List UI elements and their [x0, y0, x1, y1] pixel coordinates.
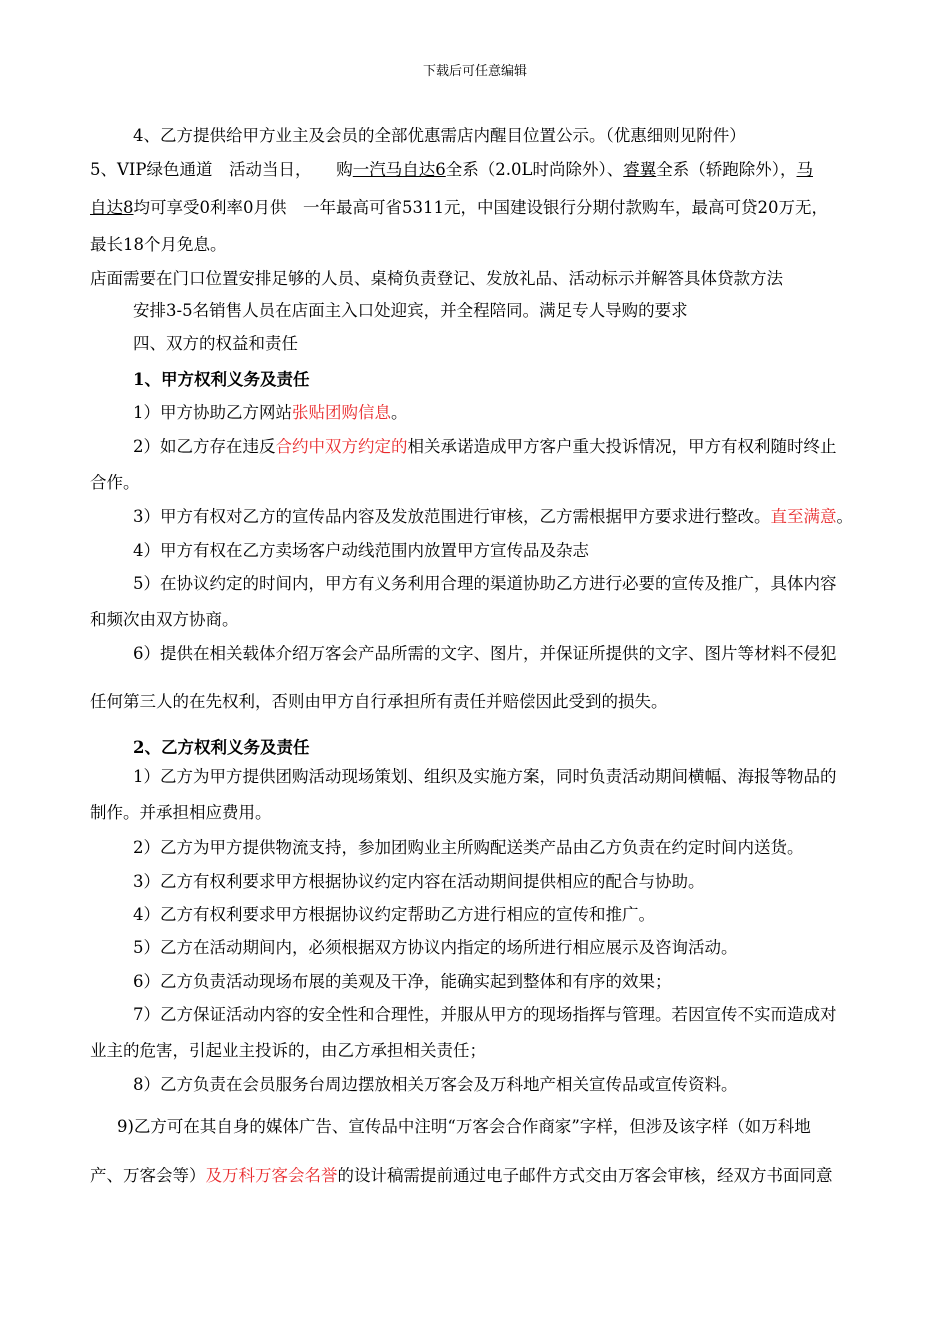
- store-arrangement-1: 店面需要在门口位置安排足够的人员、桌椅负责登记、发放礼品、活动标示并解答具体贷款方法: [90, 269, 783, 288]
- party-b-item-7: 7）乙方保证活动内容的安全性和合理性，并服从甲方的现场指挥与管理。若因宣传不实而造成对: [133, 1005, 837, 1024]
- party-a-heading: 1、甲方权利义务及责任: [133, 370, 310, 389]
- section-4-heading: 四、双方的权益和责任: [133, 334, 298, 353]
- vip-text-a: 5、VIP绿色通道 活动当日， 购: [90, 160, 353, 179]
- party-a-item-4: 4）甲方有权在乙方卖场客户动线范围内放置甲方宣传品及杂志: [133, 541, 589, 560]
- vip-line-3: 最长18个月免息。: [90, 235, 227, 254]
- party-b-item-9-text: 产、万客会等）: [90, 1166, 206, 1185]
- party-b-item-3: 3）乙方有权利要求甲方根据协议约定内容在活动期间提供相应的配合与协助。: [133, 872, 705, 891]
- party-a-item-2-highlight: 合约中双方约定的: [275, 437, 408, 456]
- party-a-item-3-text: 3）甲方有权对乙方的宣传品内容及发放范围进行审核，乙方需根据甲方要求进行整改。: [133, 507, 771, 526]
- party-a-item-5-cont: 和频次由双方协商。: [90, 610, 239, 629]
- vip-model-mazda6: 一汽马自达6: [352, 160, 446, 179]
- party-b-item-1-cont: 制作。并承担相应费用。: [90, 803, 272, 822]
- party-a-item-1-highlight: 张贴团购信息: [292, 403, 391, 422]
- party-b-item-7-cont: 业主的危害，引起业主投诉的，由乙方承担相关责任；: [90, 1041, 486, 1060]
- party-a-item-1: [133, 402, 903, 424]
- party-b-item-9-rest: 的设计稿需提前通过电子邮件方式交由万客会审核，经双方书面同意: [337, 1166, 833, 1185]
- party-a-item-2-rest: 相关承诺造成甲方客户重大投诉情况，甲方有权利随时终止: [407, 437, 837, 456]
- vip-model-mazda8-end: 自达8: [90, 198, 134, 217]
- vip-model-ruiyi: 睿翼: [623, 160, 657, 179]
- vip-line-2: [90, 197, 860, 219]
- party-b-item-1: 1）乙方为甲方提供团购活动现场策划、组织及实施方案，同时负责活动期间横幅、海报等物品的: [133, 767, 837, 786]
- vip-line-1: [90, 159, 860, 181]
- vip-model-mazda8-start: 马: [796, 160, 813, 179]
- party-a-item-3: [133, 506, 903, 528]
- party-a-item-2-cont: 合作。: [90, 473, 140, 492]
- party-b-item-9: 9)乙方可在其自身的媒体广告、宣传品中注明“万客会合作商家”字样，但涉及该字样（如万科地: [117, 1117, 811, 1136]
- party-a-item-6-cont: 任何第三人的在先权利，否则由甲方自行承担所有责任并赔偿因此受到的损失。: [90, 692, 668, 711]
- party-b-item-2: 2）乙方为甲方提供物流支持，参加团购业主所购配送类产品由乙方负责在约定时间内送货。: [133, 838, 804, 857]
- party-b-heading: 2、乙方权利义务及责任: [133, 738, 310, 757]
- party-a-item-3-end: 。: [836, 507, 853, 526]
- party-a-item-1-end: 。: [391, 403, 408, 422]
- party-a-item-2: [133, 436, 903, 458]
- party-a-item-5: 5）在协议约定的时间内，甲方有义务利用合理的渠道协助乙方进行必要的宣传及推广，具体内容: [133, 574, 837, 593]
- party-a-item-3-highlight: 直至满意: [770, 507, 837, 526]
- vip-text-c: 全系（2.0L时尚除外）、: [445, 160, 624, 179]
- store-arrangement-2: 安排3-5名销售人员在店面主入口处迎宾，并全程陪同。满足专人导购的要求: [133, 301, 688, 320]
- vip-text-e: 全系（轿跑除外），: [656, 160, 797, 179]
- party-b-item-9-highlight: 及万科万客会名誉: [205, 1166, 338, 1185]
- party-a-item-2-text: 2）如乙方存在违反: [133, 437, 276, 456]
- party-b-item-9-cont: [90, 1165, 860, 1187]
- party-b-item-8: 8）乙方负责在会员服务台周边摆放相关万客会及万科地产相关宣传品或宣传资料。: [133, 1075, 738, 1094]
- party-b-item-6: 6）乙方负责活动现场布展的美观及干净，能确实起到整体和有序的效果；: [133, 972, 672, 991]
- paragraph-4: 4、乙方提供给甲方业主及会员的全部优惠需店内醒目位置公示。（优惠细则见附件）: [133, 126, 746, 145]
- party-b-item-5: 5）乙方在活动期间内，必须根据双方协议内指定的场所进行相应展示及咨询活动。: [133, 938, 738, 957]
- page-header: 下载后可任意编辑: [422, 64, 527, 79]
- party-a-item-1-text: 1）甲方协助乙方网站: [133, 403, 292, 422]
- vip-text-h: 均可享受0利率0月供 一年最高可省5311元，中国建设银行分期付款购车，最高可贷20万无，: [133, 198, 828, 217]
- party-a-item-6: 6）提供在相关载体介绍万客会产品所需的文字、图片，并保证所提供的文字、图片等材料不侵犯: [133, 644, 837, 663]
- party-b-item-4: 4）乙方有权利要求甲方根据协议约定帮助乙方进行相应的宣传和推广。: [133, 905, 655, 924]
